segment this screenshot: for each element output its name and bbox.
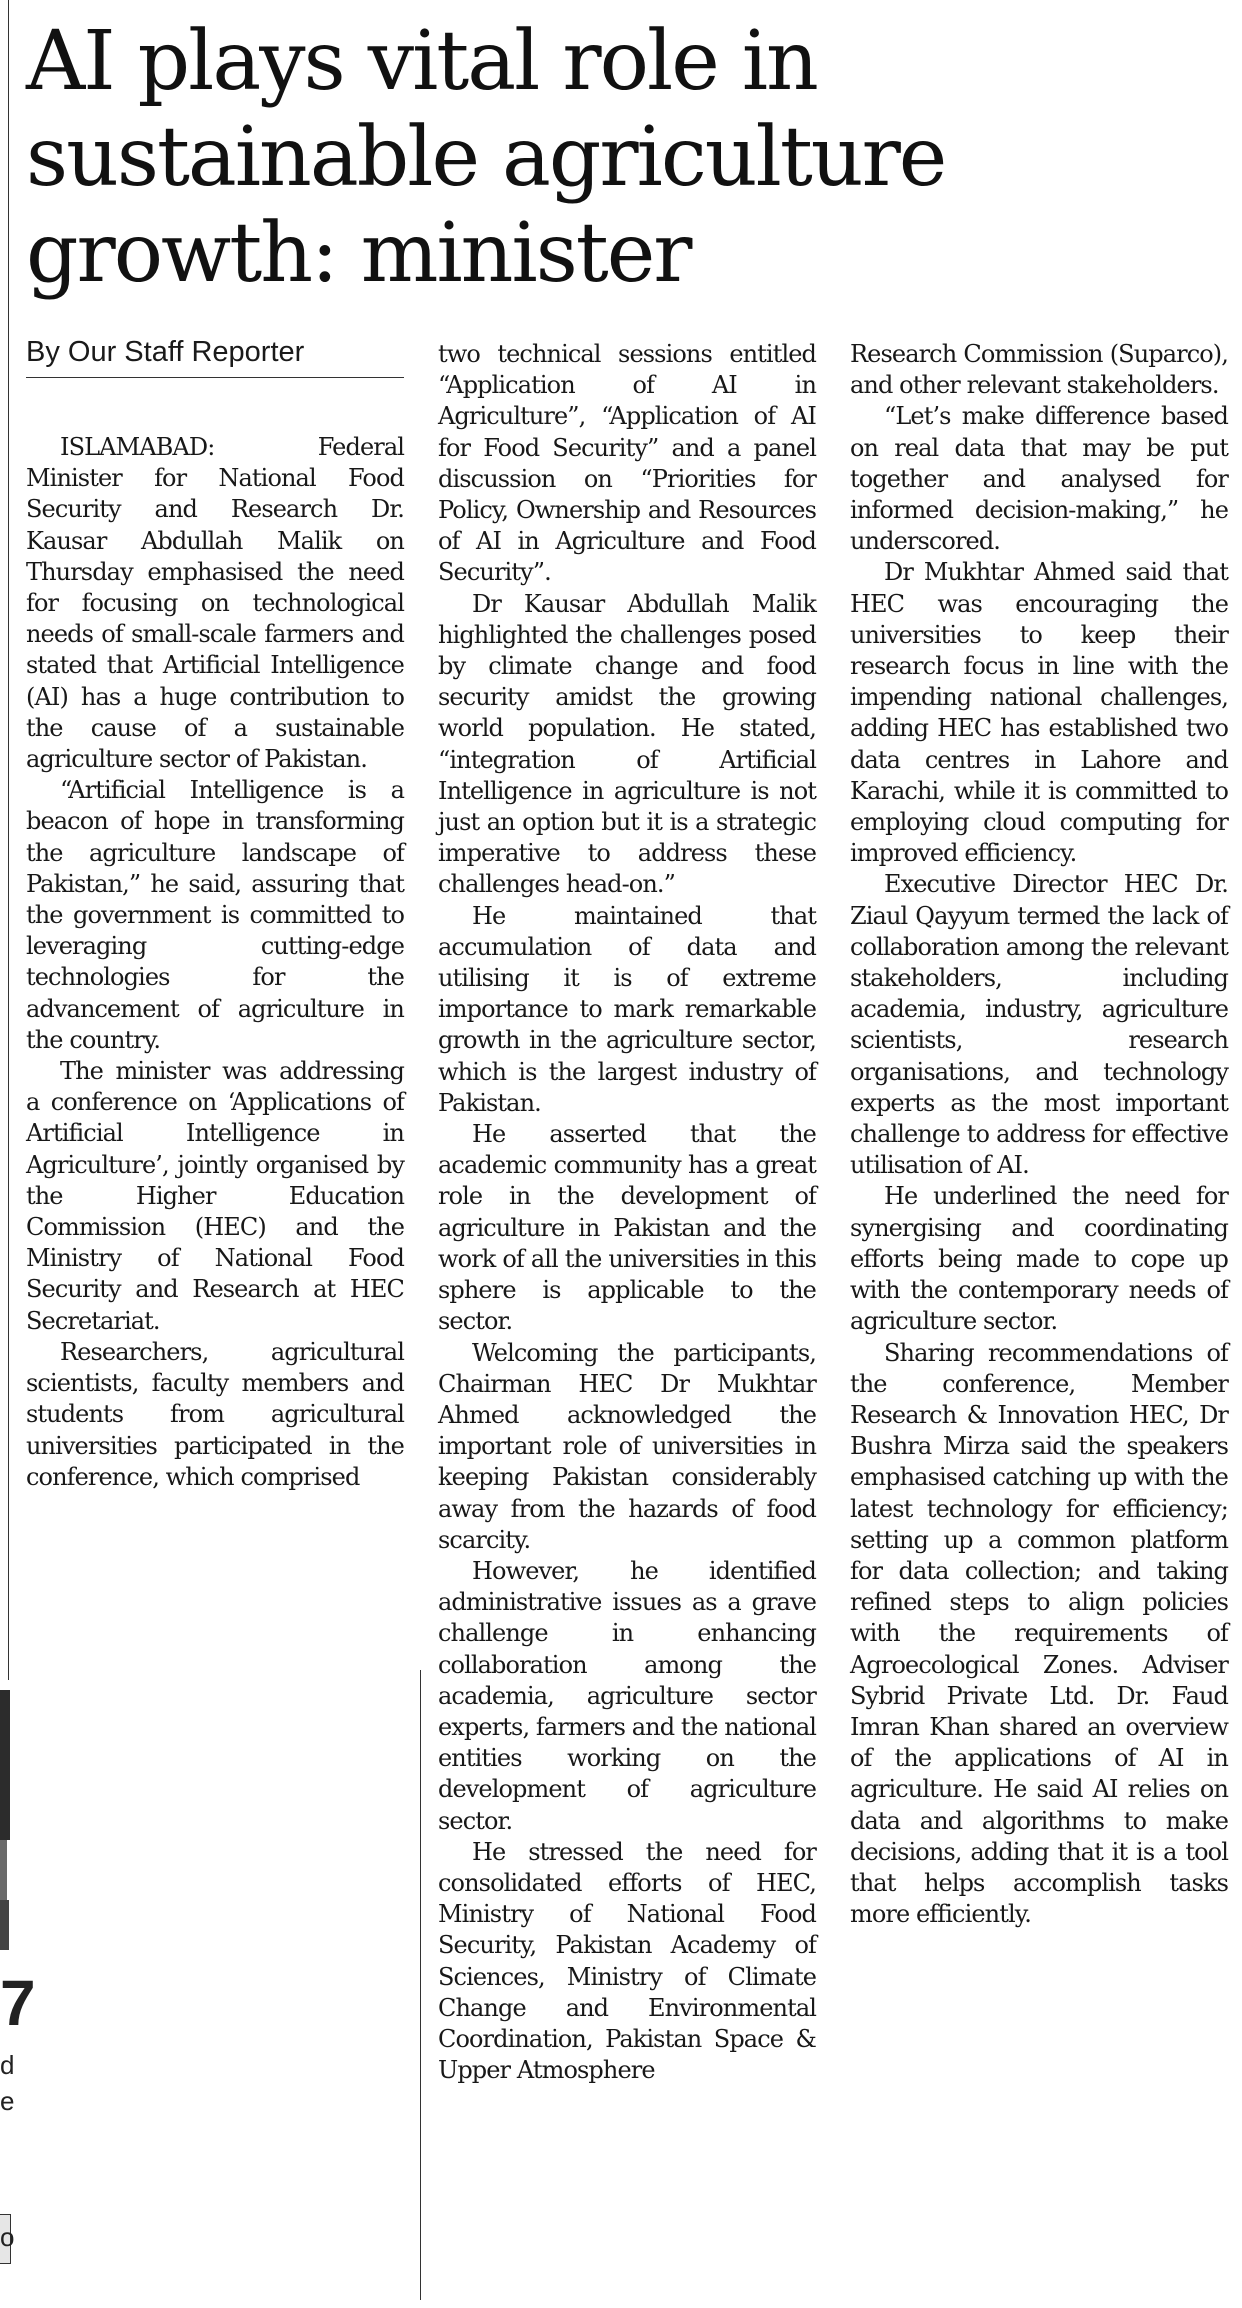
paragraph: He stressed the need for consolidated efforts of HEC, Ministry of National Food Security, Pakistan Academy of Sciences, Ministry of Climate Change and Environmental Coordination, Pakistan Space & Upper Atmosphere (438, 1837, 816, 2085)
neighbour-image-fragment (0, 1840, 7, 1900)
paragraph: Dr Mukhtar Ahmed said that HEC was encouraging the universities to keep their research focus in line with the impending national challenges, adding HEC has established two data centres in Lahore and Karachi, while it is committed to employing cloud computing for improved efficiency. (850, 558, 1228, 868)
column-rule-middle (420, 1670, 421, 2300)
paragraph-continued: Research Commission (Suparco), and other relevant stakeholders. (850, 340, 1228, 400)
paragraph: Researchers, agricultural scientists, faculty members and students from agricultural universities participated in the conference, which comprised (26, 1337, 404, 1491)
paragraph: Dr Kausar Abdullah Malik highlighted the challenges posed by climate change and food security amidst the growing world population. He stated, “integration of Artificial Intelligence in agriculture is not just an option but it is a strategic imperative to address these challenges head-on.” (438, 589, 816, 899)
neighbour-text-fragment: o (0, 2222, 15, 2252)
article-column-1 (26, 432, 404, 1493)
paragraph: He underlined the need for synergising and coordinating efforts being made to cope up with the contemporary needs of agriculture sector. (850, 1182, 1228, 1336)
neighbour-text-fragment: d (0, 2050, 15, 2080)
paragraph: He maintained that accumulation of data and utilising it is of extreme importance to mark remarkable growth in the agriculture sector, which is the largest industry of Pakistan. (438, 901, 816, 1117)
article-column-2 (438, 339, 816, 2086)
paragraph: Executive Director HEC Dr. Ziaul Qayyum termed the lack of collaboration among the relevant stakeholders, including academia, industry, agriculture scientists, research organisations, and technology experts as the most important challenge to address for effective utilisation of AI. (850, 870, 1228, 1180)
paragraph: He asserted that the academic community has a great role in the development of agriculture in Pakistan and the work of all the universities in this sphere is applicable to the sector. (438, 1120, 816, 1336)
neighbour-text-fragment: 7 (0, 1967, 36, 2039)
article-headline: AI plays vital role in sustainable agriculture growth: minister (26, 14, 946, 301)
byline-rule (26, 377, 404, 378)
column-rule-left (8, 0, 9, 1680)
paragraph-continued: two technical sessions entitled “Application of AI in Agriculture”, “Application of AI for Food Security” and a panel discussion on “Priorities for Policy, Ownership and Resources of AI in Agriculture and Food Security”. (438, 340, 816, 587)
paragraph: Welcoming the participants, Chairman HEC Dr Mukhtar Ahmed acknowledged the important role of universities in keeping Pakistan considerably away from the hazards of food scarcity. (438, 1338, 816, 1554)
article-byline: By Our Staff Reporter (26, 336, 305, 368)
neighbour-image-fragment (0, 1690, 10, 1840)
neighbour-image-fragment (0, 1900, 9, 1950)
article-column-3 (850, 339, 1228, 1930)
paragraph: “Let’s make difference based on real data that may be put together and analysed for informed decision-making,” he underscored. (850, 402, 1228, 556)
paragraph: The minister was addressing a conference on ‘Applications of Artificial Intelligence in Agriculture’, jointly organised by the Higher Education Commission (HEC) and the Ministry of National Food Security and Research at HEC Secretariat. (26, 1057, 404, 1335)
paragraph: However, he identified administrative issues as a grave challenge in enhancing collaboration among the academia, agriculture sector experts, farmers and the national entities working on the development of agriculture sector. (438, 1556, 817, 1835)
paragraph: Sharing recommendations of the conference, Member Research & Innovation HEC, Dr Bushra Mirza said the speakers emphasised catching up with the latest technology for efficiency; setting up a common platform for data collection; and taking refined steps to align policies with the requirements of Agroecological Zones. Adviser Sybrid Private Ltd. Dr. Faud Imran Khan shared an overview of the applications of AI in agriculture. He said AI relies on data and algorithms to make decisions, adding that it is a tool that helps accomplish tasks more efficiently. (850, 1338, 1228, 1929)
neighbour-text-fragment: e (0, 2086, 15, 2116)
paragraph: ISLAMABAD: Federal Minister for National Food Security and Research Dr. Kausar Abdullah Malik on Thursday emphasised the need for focusing on technological needs of small-scale farmers and stated that Artificial Intelligence (AI) has a huge contribution to the cause of a sustainable agriculture sector of Pakistan. (26, 433, 404, 774)
paragraph: “Artificial Intelligence is a beacon of hope in transforming the agriculture landscape of Pakistan,” he said, assuring that the government is committed to leveraging cutting-edge technologies for the advancement of agriculture in the country. (26, 776, 404, 1054)
